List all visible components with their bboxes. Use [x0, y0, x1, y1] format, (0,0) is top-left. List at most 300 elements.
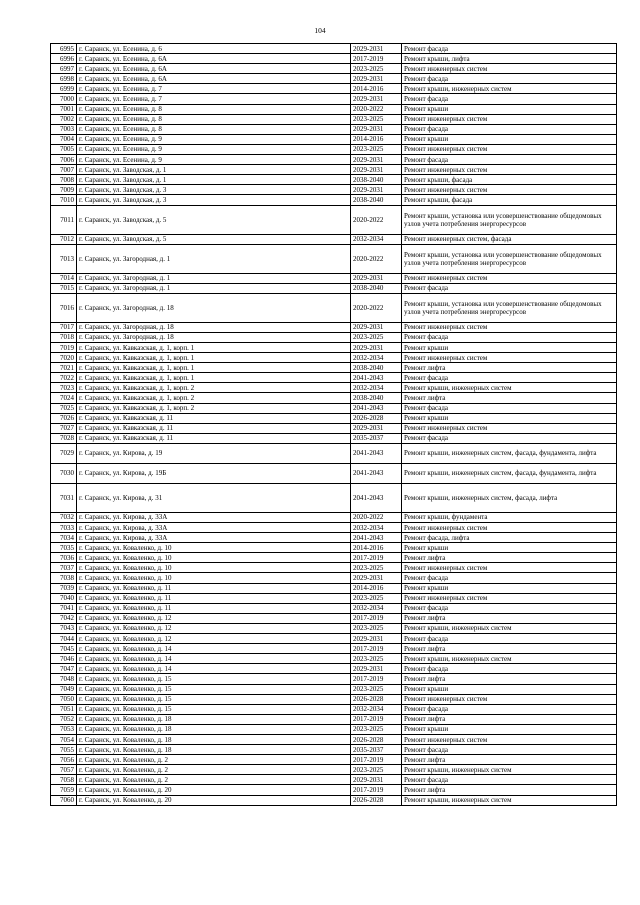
- address-cell: г. Саранск, ул. Загородная, д. 18: [77, 322, 351, 332]
- work-type-cell: Ремонт крыши, инженерных систем: [402, 795, 617, 805]
- address-cell: г. Саранск, ул. Загородная, д. 18: [77, 332, 351, 342]
- period-cell: 2029-2031: [351, 124, 402, 134]
- period-cell: 2041-2043: [351, 533, 402, 543]
- period-cell: 2026-2028: [351, 795, 402, 805]
- period-cell: 2029-2031: [351, 322, 402, 332]
- row-number-cell: 7050: [51, 694, 77, 704]
- row-number-cell: 7045: [51, 644, 77, 654]
- address-cell: г. Саранск, ул. Заводская, д. 1: [77, 175, 351, 185]
- page-number: 104: [314, 26, 326, 35]
- table-row: [51, 185, 617, 195]
- period-cell: 2032-2034: [351, 523, 402, 533]
- row-number-cell: 6995: [51, 44, 77, 54]
- address-cell: г. Саранск, ул. Коваленко, д. 10: [77, 563, 351, 573]
- table-row: [51, 74, 617, 84]
- row-number-cell: 7033: [51, 523, 77, 533]
- table-row: [51, 155, 617, 165]
- address-cell: г. Саранск, ул. Коваленко, д. 10: [77, 543, 351, 553]
- work-type-cell: Ремонт фасада: [402, 403, 617, 413]
- row-number-cell: 7039: [51, 583, 77, 593]
- period-cell: 2023-2025: [351, 623, 402, 633]
- work-type-cell: Ремонт инженерных систем, фасада: [402, 234, 617, 244]
- row-number-cell: 6997: [51, 64, 77, 74]
- table-row: [51, 195, 617, 205]
- work-type-cell: Ремонт фасада: [402, 775, 617, 785]
- work-type-cell: Ремонт инженерных систем: [402, 423, 617, 433]
- period-cell: 2029-2031: [351, 185, 402, 195]
- period-cell: 2029-2031: [351, 664, 402, 674]
- address-cell: г. Саранск, ул. Коваленко, д. 18: [77, 714, 351, 724]
- address-cell: г. Саранск, ул. Загородная, д. 1: [77, 273, 351, 283]
- address-cell: г. Саранск, ул. Загородная, д. 18: [77, 293, 351, 322]
- table-row: [51, 563, 617, 573]
- address-cell: г. Саранск, ул. Коваленко, д. 2: [77, 765, 351, 775]
- table-row: [51, 283, 617, 293]
- table-row: [51, 553, 617, 563]
- work-type-cell: Ремонт инженерных систем: [402, 64, 617, 74]
- table-row: [51, 523, 617, 533]
- table-row: [51, 84, 617, 94]
- address-cell: г. Саранск, ул. Коваленко, д. 20: [77, 795, 351, 805]
- period-cell: 2023-2025: [351, 64, 402, 74]
- table-row: [51, 393, 617, 403]
- row-number-cell: 7038: [51, 573, 77, 583]
- table-row: [51, 674, 617, 684]
- work-type-cell: Ремонт крыши: [402, 413, 617, 423]
- row-number-cell: 7051: [51, 704, 77, 714]
- table-row: [51, 342, 617, 352]
- work-type-cell: Ремонт крыши, фасада: [402, 195, 617, 205]
- table-row: [51, 205, 617, 234]
- table-row: [51, 64, 617, 74]
- row-number-cell: 7021: [51, 363, 77, 373]
- period-cell: 2035-2037: [351, 433, 402, 443]
- table-row: [51, 785, 617, 795]
- period-cell: 2020-2022: [351, 104, 402, 114]
- period-cell: 2017-2019: [351, 613, 402, 623]
- row-number-cell: 7042: [51, 613, 77, 623]
- row-number-cell: 7056: [51, 755, 77, 765]
- table-row: [51, 124, 617, 134]
- table-row: [51, 734, 617, 744]
- row-number-cell: 7047: [51, 664, 77, 674]
- period-cell: 2041-2043: [351, 403, 402, 413]
- work-type-cell: Ремонт инженерных систем: [402, 185, 617, 195]
- table-row: [51, 114, 617, 124]
- row-number-cell: 7007: [51, 165, 77, 175]
- address-cell: г. Саранск, ул. Кавказская, д. 11: [77, 413, 351, 423]
- address-cell: г. Саранск, ул. Кавказская, д. 1, корп. 1: [77, 363, 351, 373]
- table-row: [51, 144, 617, 154]
- address-cell: г. Саранск, ул. Есенина, д. 8: [77, 124, 351, 134]
- table-row: [51, 353, 617, 363]
- work-type-cell: Ремонт крыши, установка или усовершенствование общедомовых узлов учета потребления энергоресурсов: [402, 293, 617, 322]
- table-row: [51, 363, 617, 373]
- address-cell: г. Саранск, ул. Коваленко, д. 11: [77, 583, 351, 593]
- address-cell: г. Саранск, ул. Есенина, д. 6А: [77, 74, 351, 84]
- row-number-cell: 7023: [51, 383, 77, 393]
- row-number-cell: 7028: [51, 433, 77, 443]
- period-cell: 2023-2025: [351, 724, 402, 734]
- address-cell: г. Саранск, ул. Есенина, д. 8: [77, 104, 351, 114]
- period-cell: 2032-2034: [351, 704, 402, 714]
- row-number-cell: 7031: [51, 483, 77, 512]
- row-number-cell: 7020: [51, 353, 77, 363]
- period-cell: 2020-2022: [351, 244, 402, 273]
- work-type-cell: Ремонт фасада, лифта: [402, 533, 617, 543]
- row-number-cell: 7060: [51, 795, 77, 805]
- row-number-cell: 7027: [51, 423, 77, 433]
- row-number-cell: 7011: [51, 205, 77, 234]
- address-cell: г. Саранск, ул. Коваленко, д. 11: [77, 603, 351, 613]
- work-type-cell: Ремонт фасада: [402, 155, 617, 165]
- address-cell: г. Саранск, ул. Коваленко, д. 11: [77, 593, 351, 603]
- period-cell: 2038-2040: [351, 393, 402, 403]
- work-type-cell: Ремонт лифта: [402, 613, 617, 623]
- row-number-cell: 7022: [51, 373, 77, 383]
- address-cell: г. Саранск, ул. Коваленко, д. 15: [77, 704, 351, 714]
- work-type-cell: Ремонт крыши: [402, 684, 617, 694]
- work-type-cell: Ремонт инженерных систем: [402, 734, 617, 744]
- work-type-cell: Ремонт крыши, инженерных систем, фасада, фундамента, лифта: [402, 443, 617, 463]
- table-row: [51, 423, 617, 433]
- row-number-cell: 6996: [51, 54, 77, 64]
- period-cell: 2017-2019: [351, 755, 402, 765]
- period-cell: 2029-2031: [351, 634, 402, 644]
- period-cell: 2029-2031: [351, 94, 402, 104]
- table-row: [51, 134, 617, 144]
- period-cell: 2029-2031: [351, 165, 402, 175]
- row-number-cell: 6998: [51, 74, 77, 84]
- address-cell: г. Саранск, ул. Загородная, д. 1: [77, 283, 351, 293]
- address-cell: г. Саранск, ул. Кавказская, д. 1, корп. 1: [77, 342, 351, 352]
- period-cell: 2026-2028: [351, 694, 402, 704]
- period-cell: 2038-2040: [351, 363, 402, 373]
- address-cell: г. Саранск, ул. Коваленко, д. 12: [77, 634, 351, 644]
- work-type-cell: Ремонт лифта: [402, 553, 617, 563]
- address-cell: г. Саранск, ул. Коваленко, д. 12: [77, 623, 351, 633]
- row-number-cell: 7012: [51, 234, 77, 244]
- work-type-cell: Ремонт фасада: [402, 373, 617, 383]
- table-row: [51, 613, 617, 623]
- row-number-cell: 7017: [51, 322, 77, 332]
- work-type-cell: Ремонт крыши, инженерных систем: [402, 654, 617, 664]
- work-type-cell: Ремонт фасада: [402, 283, 617, 293]
- row-number-cell: 7037: [51, 563, 77, 573]
- period-cell: 2023-2025: [351, 593, 402, 603]
- row-number-cell: 7059: [51, 785, 77, 795]
- work-type-cell: Ремонт лифта: [402, 674, 617, 684]
- row-number-cell: 7052: [51, 714, 77, 724]
- work-type-cell: Ремонт крыши, инженерных систем: [402, 623, 617, 633]
- address-cell: г. Саранск, ул. Коваленко, д. 18: [77, 734, 351, 744]
- table-row: [51, 483, 617, 512]
- row-number-cell: 7032: [51, 512, 77, 522]
- period-cell: 2014-2016: [351, 84, 402, 94]
- row-number-cell: 7030: [51, 463, 77, 483]
- address-cell: г. Саранск, ул. Загородная, д. 1: [77, 244, 351, 273]
- table-row: [51, 175, 617, 185]
- work-type-cell: Ремонт крыши, фундамента: [402, 512, 617, 522]
- work-type-cell: Ремонт крыши: [402, 543, 617, 553]
- address-cell: г. Саранск, ул. Кавказская, д. 11: [77, 423, 351, 433]
- period-cell: 2017-2019: [351, 785, 402, 795]
- period-cell: 2041-2043: [351, 463, 402, 483]
- row-number-cell: 7040: [51, 593, 77, 603]
- work-type-cell: Ремонт фасада: [402, 704, 617, 714]
- period-cell: 2026-2028: [351, 734, 402, 744]
- table-row: [51, 745, 617, 755]
- address-cell: г. Саранск, ул. Есенина, д. 9: [77, 134, 351, 144]
- table-row: [51, 704, 617, 714]
- row-number-cell: 7048: [51, 674, 77, 684]
- work-type-cell: Ремонт крыши, инженерных систем: [402, 383, 617, 393]
- row-number-cell: 7055: [51, 745, 77, 755]
- row-number-cell: 7049: [51, 684, 77, 694]
- work-type-cell: Ремонт крыши, инженерных систем, фасада, фундамента, лифта: [402, 463, 617, 483]
- period-cell: 2023-2025: [351, 332, 402, 342]
- period-cell: 2032-2034: [351, 353, 402, 363]
- work-type-cell: Ремонт крыши, установка или усовершенствование общедомовых узлов учета потребления энергоресурсов: [402, 205, 617, 234]
- row-number-cell: 7003: [51, 124, 77, 134]
- period-cell: 2017-2019: [351, 714, 402, 724]
- work-type-cell: Ремонт крыши, установка или усовершенствование общедомовых узлов учета потребления энергоресурсов: [402, 244, 617, 273]
- table-row: [51, 543, 617, 553]
- row-number-cell: 7029: [51, 443, 77, 463]
- table-row: [51, 623, 617, 633]
- work-type-cell: Ремонт фасада: [402, 603, 617, 613]
- work-type-cell: Ремонт лифта: [402, 393, 617, 403]
- period-cell: 2041-2043: [351, 373, 402, 383]
- address-cell: г. Саранск, ул. Есенина, д. 6А: [77, 64, 351, 74]
- work-type-cell: Ремонт крыши: [402, 134, 617, 144]
- address-cell: г. Саранск, ул. Кавказская, д. 1, корп. 1: [77, 353, 351, 363]
- table-row: [51, 644, 617, 654]
- row-number-cell: 7006: [51, 155, 77, 165]
- row-number-cell: 7024: [51, 393, 77, 403]
- row-number-cell: 7015: [51, 283, 77, 293]
- period-cell: 2023-2025: [351, 144, 402, 154]
- work-type-cell: Ремонт фасада: [402, 44, 617, 54]
- address-cell: г. Саранск, ул. Есенина, д. 7: [77, 94, 351, 104]
- period-cell: 2041-2043: [351, 443, 402, 463]
- period-cell: 2038-2040: [351, 195, 402, 205]
- row-number-cell: 7058: [51, 775, 77, 785]
- table-row: [51, 373, 617, 383]
- work-type-cell: Ремонт инженерных систем: [402, 322, 617, 332]
- address-cell: г. Саранск, ул. Кирова, д. 33А: [77, 523, 351, 533]
- table-row: [51, 244, 617, 273]
- row-number-cell: 7018: [51, 332, 77, 342]
- period-cell: 2032-2034: [351, 383, 402, 393]
- table-row: [51, 104, 617, 114]
- table-row: [51, 94, 617, 104]
- work-type-cell: Ремонт инженерных систем: [402, 593, 617, 603]
- row-number-cell: 6999: [51, 84, 77, 94]
- work-type-cell: Ремонт фасада: [402, 74, 617, 84]
- address-cell: г. Саранск, ул. Есенина, д. 6: [77, 44, 351, 54]
- work-type-cell: Ремонт фасада: [402, 745, 617, 755]
- address-cell: г. Саранск, ул. Заводская, д. 3: [77, 185, 351, 195]
- work-type-cell: Ремонт инженерных систем: [402, 273, 617, 283]
- work-type-cell: Ремонт инженерных систем: [402, 353, 617, 363]
- row-number-cell: 7046: [51, 654, 77, 664]
- row-number-cell: 7041: [51, 603, 77, 613]
- table-row: [51, 714, 617, 724]
- work-type-cell: Ремонт лифта: [402, 755, 617, 765]
- address-cell: г. Саранск, ул. Коваленко, д. 15: [77, 684, 351, 694]
- address-cell: г. Саранск, ул. Заводская, д. 5: [77, 234, 351, 244]
- table-row: [51, 684, 617, 694]
- table-row: [51, 54, 617, 64]
- period-cell: 2023-2025: [351, 684, 402, 694]
- period-cell: 2014-2016: [351, 134, 402, 144]
- address-cell: г. Саранск, ул. Кирова, д. 31: [77, 483, 351, 512]
- period-cell: 2038-2040: [351, 175, 402, 185]
- table-row: [51, 383, 617, 393]
- work-type-cell: Ремонт фасада: [402, 634, 617, 644]
- work-type-cell: Ремонт фасада: [402, 332, 617, 342]
- row-number-cell: 7043: [51, 623, 77, 633]
- address-cell: г. Саранск, ул. Коваленко, д. 10: [77, 573, 351, 583]
- address-cell: г. Саранск, ул. Кирова, д. 33А: [77, 512, 351, 522]
- work-type-cell: Ремонт инженерных систем: [402, 694, 617, 704]
- period-cell: 2032-2034: [351, 603, 402, 613]
- work-type-cell: Ремонт лифта: [402, 644, 617, 654]
- period-cell: 2035-2037: [351, 745, 402, 755]
- work-type-cell: Ремонт крыши, фасада: [402, 175, 617, 185]
- work-type-cell: Ремонт инженерных систем: [402, 563, 617, 573]
- address-cell: г. Саранск, ул. Есенина, д. 7: [77, 84, 351, 94]
- address-cell: г. Саранск, ул. Коваленко, д. 10: [77, 553, 351, 563]
- row-number-cell: 7000: [51, 94, 77, 104]
- table-row: [51, 433, 617, 443]
- table-row: [51, 273, 617, 283]
- table-row: [51, 775, 617, 785]
- address-cell: г. Саранск, ул. Коваленко, д. 15: [77, 674, 351, 684]
- period-cell: 2029-2031: [351, 342, 402, 352]
- address-cell: г. Саранск, ул. Кавказская, д. 1, корп. 2: [77, 393, 351, 403]
- repair-schedule-table: [50, 43, 617, 806]
- period-cell: 2038-2040: [351, 283, 402, 293]
- table-row: [51, 413, 617, 423]
- address-cell: г. Саранск, ул. Коваленко, д. 12: [77, 613, 351, 623]
- address-cell: г. Саранск, ул. Коваленко, д. 2: [77, 755, 351, 765]
- period-cell: 2020-2022: [351, 512, 402, 522]
- work-type-cell: Ремонт лифта: [402, 785, 617, 795]
- address-cell: г. Саранск, ул. Кавказская, д. 1, корп. 2: [77, 383, 351, 393]
- row-number-cell: 7054: [51, 734, 77, 744]
- table-row: [51, 533, 617, 543]
- table-row: [51, 44, 617, 54]
- period-cell: 2014-2016: [351, 583, 402, 593]
- row-number-cell: 7034: [51, 533, 77, 543]
- period-cell: 2029-2031: [351, 775, 402, 785]
- work-type-cell: Ремонт лифта: [402, 363, 617, 373]
- period-cell: 2023-2025: [351, 654, 402, 664]
- table-row: [51, 654, 617, 664]
- address-cell: г. Саранск, ул. Кавказская, д. 1, корп. 2: [77, 403, 351, 413]
- table-row: [51, 795, 617, 805]
- row-number-cell: 7057: [51, 765, 77, 775]
- table-body: [51, 44, 617, 806]
- work-type-cell: Ремонт крыши: [402, 583, 617, 593]
- row-number-cell: 7036: [51, 553, 77, 563]
- period-cell: 2029-2031: [351, 573, 402, 583]
- period-cell: 2020-2022: [351, 205, 402, 234]
- work-type-cell: Ремонт лифта: [402, 714, 617, 724]
- row-number-cell: 7016: [51, 293, 77, 322]
- work-type-cell: Ремонт крыши, инженерных систем, фасада, лифта: [402, 483, 617, 512]
- work-type-cell: Ремонт крыши, лифта: [402, 54, 617, 64]
- table-row: [51, 765, 617, 775]
- table-row: [51, 634, 617, 644]
- work-type-cell: Ремонт крыши: [402, 724, 617, 734]
- table-row: [51, 755, 617, 765]
- row-number-cell: 7009: [51, 185, 77, 195]
- work-type-cell: Ремонт инженерных систем: [402, 523, 617, 533]
- work-type-cell: Ремонт инженерных систем: [402, 114, 617, 124]
- address-cell: г. Саранск, ул. Кавказская, д. 1, корп. 1: [77, 373, 351, 383]
- work-type-cell: Ремонт инженерных систем: [402, 144, 617, 154]
- table-row: [51, 694, 617, 704]
- table-row: [51, 165, 617, 175]
- address-cell: г. Саранск, ул. Заводская, д. 1: [77, 165, 351, 175]
- row-number-cell: 7002: [51, 114, 77, 124]
- table-row: [51, 293, 617, 322]
- row-number-cell: 7044: [51, 634, 77, 644]
- address-cell: г. Саранск, ул. Коваленко, д. 18: [77, 745, 351, 755]
- address-cell: г. Саранск, ул. Есенина, д. 9: [77, 144, 351, 154]
- period-cell: 2023-2025: [351, 765, 402, 775]
- table-row: [51, 332, 617, 342]
- address-cell: г. Саранск, ул. Коваленко, д. 2: [77, 775, 351, 785]
- row-number-cell: 7010: [51, 195, 77, 205]
- period-cell: 2017-2019: [351, 644, 402, 654]
- row-number-cell: 7019: [51, 342, 77, 352]
- address-cell: г. Саранск, ул. Кирова, д. 19: [77, 443, 351, 463]
- work-type-cell: Ремонт крыши: [402, 342, 617, 352]
- address-cell: г. Саранск, ул. Есенина, д. 8: [77, 114, 351, 124]
- work-type-cell: Ремонт фасада: [402, 124, 617, 134]
- period-cell: 2029-2031: [351, 155, 402, 165]
- table-row: [51, 512, 617, 522]
- table-row: [51, 322, 617, 332]
- work-type-cell: Ремонт фасада: [402, 433, 617, 443]
- address-cell: г. Саранск, ул. Коваленко, д. 15: [77, 694, 351, 704]
- period-cell: 2029-2031: [351, 273, 402, 283]
- period-cell: 2017-2019: [351, 674, 402, 684]
- period-cell: 2029-2031: [351, 74, 402, 84]
- table-row: [51, 664, 617, 674]
- address-cell: г. Саранск, ул. Коваленко, д. 20: [77, 785, 351, 795]
- address-cell: г. Саранск, ул. Заводская, д. 5: [77, 205, 351, 234]
- period-cell: 2014-2016: [351, 543, 402, 553]
- table-row: [51, 603, 617, 613]
- period-cell: 2029-2031: [351, 423, 402, 433]
- row-number-cell: 7026: [51, 413, 77, 423]
- address-cell: г. Саранск, ул. Заводская, д. 3: [77, 195, 351, 205]
- address-cell: г. Саранск, ул. Кирова, д. 33А: [77, 533, 351, 543]
- period-cell: 2017-2019: [351, 553, 402, 563]
- address-cell: г. Саранск, ул. Есенина, д. 9: [77, 155, 351, 165]
- table-row: [51, 573, 617, 583]
- row-number-cell: 7005: [51, 144, 77, 154]
- row-number-cell: 7008: [51, 175, 77, 185]
- work-type-cell: Ремонт фасада: [402, 94, 617, 104]
- work-type-cell: Ремонт фасада: [402, 664, 617, 674]
- work-type-cell: Ремонт инженерных систем: [402, 165, 617, 175]
